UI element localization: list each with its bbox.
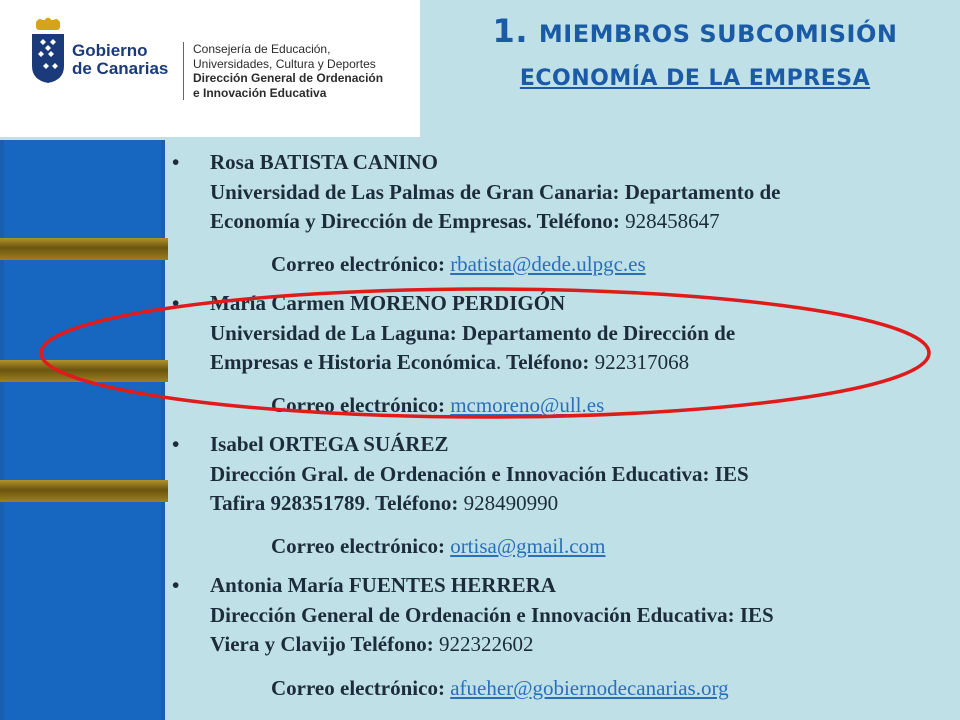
separator: . — [496, 350, 502, 374]
phone-label: Teléfono: — [370, 491, 459, 515]
email-label: Correo electrónico: — [271, 676, 451, 700]
email-link[interactable]: mcmoreno@ull.es — [450, 393, 605, 417]
member-affiliation: Universidad de La Laguna: Departamento de Dirección de — [210, 320, 736, 345]
gold-stripe — [0, 360, 168, 382]
bullet: • — [172, 150, 180, 174]
dept-line-1: Consejería de Educación, — [193, 42, 331, 56]
dept-line-3: Dirección General de Ordenación — [193, 71, 384, 85]
member-affiliation: Dirección Gral. de Ordenación e Innovación Educativa: IES — [210, 461, 749, 486]
email-link[interactable]: rbatista@dede.ulpgc.es — [450, 252, 646, 276]
member-affiliation: Universidad de Las Palmas de Gran Canaria: Departamento de — [210, 179, 781, 204]
email-label: Correo electrónico: — [271, 393, 451, 417]
separator: . — [364, 491, 371, 515]
brand-line-2: de Canarias — [72, 59, 169, 78]
bullet: • — [172, 573, 180, 597]
bullet: • — [172, 432, 180, 456]
email-link[interactable]: ortisa@gmail.com — [450, 534, 606, 558]
member-email-row — [271, 252, 646, 277]
member-email-row — [271, 676, 729, 701]
department-name — [193, 42, 383, 100]
member-name: María Carmen MORENO PERDIGÓN — [210, 291, 566, 315]
email-link[interactable]: afueher@gobiernodecanarias.org — [450, 676, 729, 700]
slide-subtitle: ECONOMÍA DE LA EMPRESA — [519, 66, 871, 91]
slide-title — [430, 12, 960, 50]
dept-line-2: Universidades, Cultura y Deportes — [193, 56, 376, 71]
member-department: Tafira 928351789 — [210, 491, 365, 515]
gold-stripe — [0, 238, 168, 260]
member-department: Empresas e Historia Económica — [210, 350, 497, 374]
left-sidebar-decoration — [0, 140, 165, 720]
member-phone: 922317068 — [589, 350, 690, 374]
member-phone: 928490990 — [458, 491, 559, 515]
member-email-row — [271, 534, 605, 559]
member-phone: 928458647 — [619, 209, 720, 233]
dept-line-4: e Innovación Educativa — [193, 85, 327, 100]
brand-line-1: Gobierno — [72, 41, 148, 60]
email-label: Correo electrónico: — [271, 252, 451, 276]
email-label: Correo electrónico: — [271, 534, 451, 558]
logo-divider — [183, 42, 184, 100]
coat-of-arms-icon — [30, 18, 66, 84]
member-name: Rosa BATISTA CANINO — [210, 150, 438, 174]
member-name: Isabel ORTEGA SUÁREZ — [210, 432, 449, 456]
logo-panel — [0, 0, 420, 137]
member-phone: 922322602 — [433, 632, 534, 656]
title-number: 1. — [492, 12, 528, 50]
title-text: MIEMBROS SUBCOMISIÓN — [538, 20, 898, 48]
brand-name — [72, 42, 168, 78]
member-department: Economía y Dirección de Empresas. Teléfono: — [210, 209, 620, 233]
phone-label: Teléfono: — [501, 350, 590, 374]
member-department: Viera y Clavijo Teléfono: — [210, 632, 434, 656]
member-name: Antonia María FUENTES HERRERA — [210, 573, 556, 597]
member-email-row — [271, 393, 604, 418]
bullet: • — [172, 291, 180, 315]
member-affiliation: Dirección General de Ordenación e Innovación Educativa: IES — [210, 602, 774, 627]
gold-stripe — [0, 480, 168, 502]
